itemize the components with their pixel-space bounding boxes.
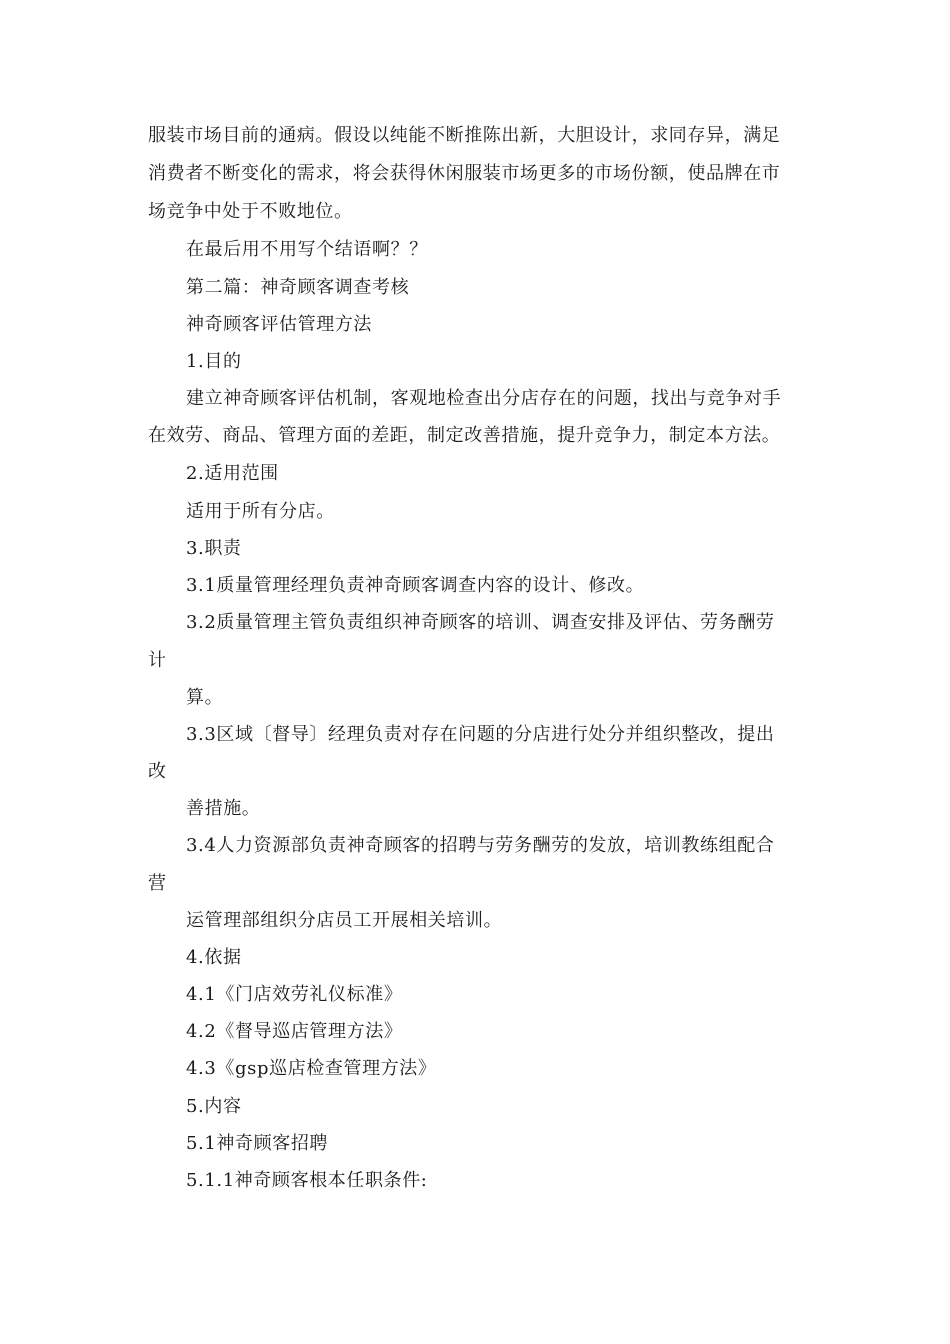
body-text-line: 运管理部组织分店员工开展相关培训。 xyxy=(186,910,503,931)
body-text-line: 3.3区域〔督导〕经理负责对存在问题的分店进行处分并组织整改，提出 xyxy=(186,724,775,745)
section-heading: 3.职责 xyxy=(186,538,242,559)
body-text-line: 场竞争中处于不败地位。 xyxy=(148,201,353,222)
section-heading: 第二篇：神奇顾客调查考核 xyxy=(186,277,410,298)
body-text-line: 善措施。 xyxy=(186,798,261,819)
body-text-line: 3.2质量管理主管负责组织神奇顾客的培训、调查安排及评估、劳务酬劳 xyxy=(186,612,775,633)
body-text-line: 5.1神奇顾客招聘 xyxy=(186,1133,329,1154)
body-text-line: 计 xyxy=(148,650,167,671)
body-text-line: 服装市场目前的通病。假设以纯能不断推陈出新，大胆设计，求同存异，满足 xyxy=(148,125,781,146)
section-heading: 2.适用范围 xyxy=(186,463,279,484)
body-text-line: 在效劳、商品、管理方面的差距，制定改善措施，提升竞争力，制定本方法。 xyxy=(148,425,781,446)
section-heading: 5.内容 xyxy=(186,1096,242,1117)
section-heading: 1.目的 xyxy=(186,351,242,372)
body-text-line: 在最后用不用写个结语啊？？ xyxy=(186,239,428,260)
body-text-line: 5.1.1神奇顾客根本任职条件: xyxy=(186,1170,428,1191)
body-text-line: 4.1《门店效劳礼仪标准》 xyxy=(186,984,403,1005)
body-text-line: 适用于所有分店。 xyxy=(186,501,335,522)
body-text-line: 算。 xyxy=(186,687,224,708)
body-text-line: 营 xyxy=(148,873,167,894)
body-text-line: 4.2《督导巡店管理方法》 xyxy=(186,1021,403,1042)
body-text-line: 3.4人力资源部负责神奇顾客的招聘与劳务酬劳的发放，培训教练组配合 xyxy=(186,835,775,856)
body-text-line: 消费者不断变化的需求，将会获得休闲服装市场更多的市场份额，使品牌在市 xyxy=(148,163,781,184)
body-text-line: 4.3《gsp巡店检查管理方法》 xyxy=(186,1058,437,1079)
body-text-line: 建立神奇顾客评估机制，客观地检查出分店存在的问题，找出与竞争对手 xyxy=(186,388,782,409)
document-title: 神奇顾客评估管理方法 xyxy=(186,314,372,335)
body-text-line: 3.1质量管理经理负责神奇顾客调查内容的设计、修改。 xyxy=(186,575,645,596)
section-heading: 4.依据 xyxy=(186,947,242,968)
body-text-line: 改 xyxy=(148,761,167,782)
